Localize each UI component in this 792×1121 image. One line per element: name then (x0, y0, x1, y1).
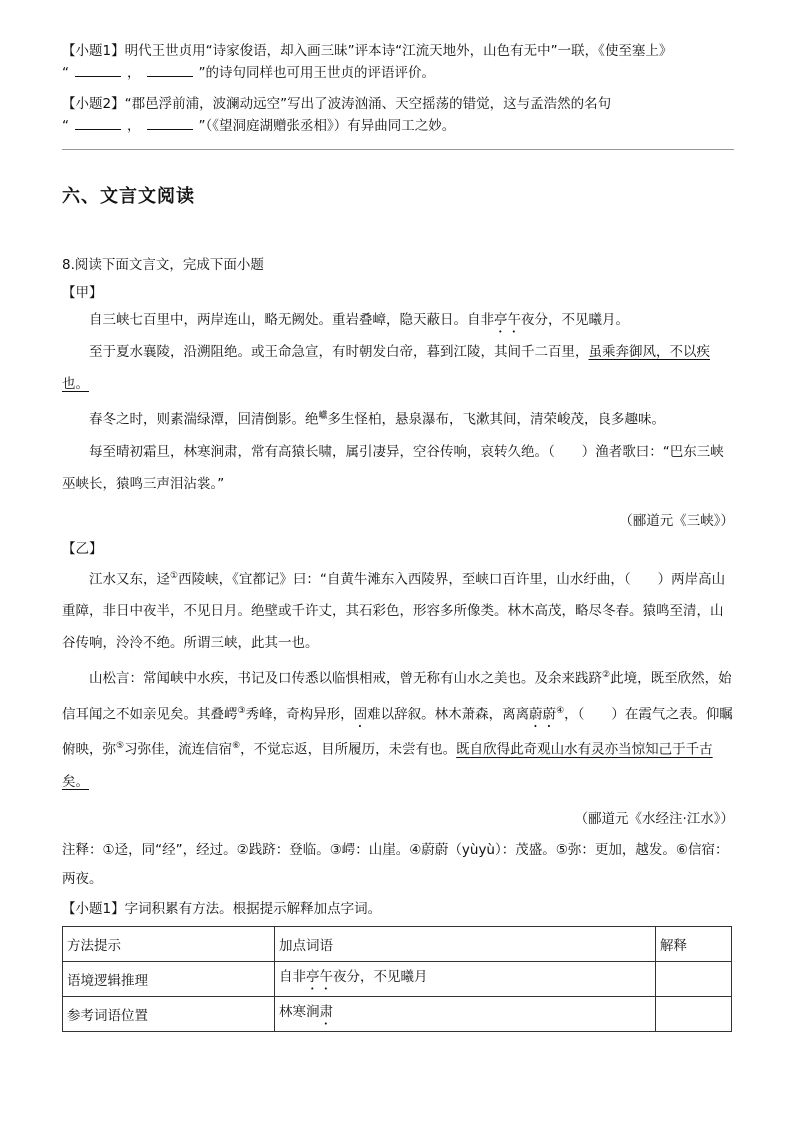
table-cell-answer[interactable] (656, 996, 732, 1031)
footnote-marker: ③ (237, 705, 246, 716)
section-divider (62, 149, 734, 150)
table-cell-method: 语境逻辑推理 (63, 961, 275, 996)
document-page (62, 40, 734, 1032)
question-tag: 【小题1】 (62, 43, 125, 59)
table-cell-answer[interactable] (656, 961, 732, 996)
underlined-sentence: 虽乘奔御风，不以疾也。 (62, 344, 710, 392)
passage-jia-p1: 自三峡七百里中，两岸连山，略无阙处。重岩叠嶂，隐天蔽日。自非亭午夜分，不见曦月。 (89, 312, 629, 328)
vocab-table (62, 926, 732, 1032)
question-tag: 【小题2】 (62, 96, 125, 112)
dotted-word: 肃 (319, 1003, 333, 1020)
table-cell-word: 林寒涧肃 (275, 996, 656, 1031)
table-cell-word: 自非亭午夜分，不见曦月 (275, 961, 656, 996)
dotted-word: 固 (353, 706, 368, 722)
passage-jia-source: （郦道元《三峡》） (619, 512, 734, 529)
dotted-word: 蔚蔚 (529, 706, 557, 722)
footnote-marker: ② (602, 670, 611, 680)
dotted-word: 亭午 (494, 312, 521, 328)
passage-jia-p2: 至于夏水襄陵，沿溯阻绝。或王命急宣，有时朝发白帝，暮到江陵，其间千二百里，虽乘奔御风，不以疾也。 (62, 344, 710, 392)
question-1: 【小题1】明代王世贞用“诗家俊语，却入画三昧”评本诗“江流天地外，山色有无中”一联，《使至塞上》 “ ， ”的诗句同样也可用王世贞的评语评价。 (62, 43, 673, 81)
section-title: 六、文言文阅读 (62, 186, 195, 207)
annotations: 注释：①迳，同“经”，经过。②践跻：登临。③崿：山崖。④蔚蔚（yùyù）：茂盛。⑤弥：更加，越发。⑥信宿：两夜。 (62, 841, 729, 887)
passage-yi-p1: 江水又东，迳①西陵峡，《宜都记》曰：“自黄牛滩东入西陵界，至峡口百许里，山水纡曲，（ ）两岸高山重障，非日中夜半，不见日月。绝壁或千许丈，其石彩色，形容多所像类。林木高茂，略尽冬春。猿鸣至清，山谷传响，泠泠不绝。所谓三峡，此其一也。 (62, 570, 726, 651)
table-header-cell: 加点词语 (275, 926, 656, 961)
answer-blank[interactable] (75, 62, 121, 77)
question-text: “郡邑浮前浦，波澜动远空”写出了波涛汹涌、天空摇荡的错觉，这与孟浩然的名句 (124, 96, 612, 112)
passage-jia-label: 【甲】 (62, 285, 103, 301)
passage-yi-source: （郦道元《水经注·江水》） (574, 810, 734, 827)
footnote-marker: ⑤ (116, 741, 125, 751)
underlined-sentence: 既自欣得此奇观山水有灵亦当惊知己于千古矣。 (62, 741, 713, 790)
table-cell-method: 参考词语位置 (63, 996, 275, 1031)
footnote-marker: ① (170, 570, 179, 581)
answer-blank[interactable] (147, 62, 193, 77)
passage-jia-p4: 每至晴初霜旦，林寒涧肃，常有高猿长啸，属引凄异，空谷传响，哀转久绝。（ ）渔者歌曰：“巴东三峡巫峡长，猿鸣三声泪沾裳。” (62, 443, 724, 492)
sub-question-1: 【小题1】字词积累有方法。根据提示解释加点字词。 (62, 900, 382, 917)
answer-blank[interactable] (147, 115, 193, 130)
table-row (63, 961, 732, 996)
passage-jia-p3: 春冬之时，则素湍绿潭，回清倒影。绝$^巘$多生怪柏，悬泉瀑布，飞漱其间，清荣峻茂，良多趣味。 (89, 411, 666, 428)
passage-yi-label: 【乙】 (62, 540, 103, 557)
answer-blank[interactable] (75, 115, 121, 130)
question-intro: 8.阅读下面文言文，完成下面小题 (62, 257, 264, 273)
table-header-cell: 方法提示 (63, 926, 275, 961)
table-header-cell: 解释 (656, 926, 732, 961)
dotted-word: 亭午 (306, 968, 333, 985)
table-row (63, 996, 732, 1031)
footnote-marker: ④ (556, 705, 565, 716)
footnote-marker: ⑥ (232, 741, 241, 751)
question-text: 明代王世贞用“诗家俊语，却入画三昧”评本诗“江流天地外，山色有无中”一联，《使至塞上》 (124, 43, 673, 59)
table-header-row (63, 926, 732, 961)
passage-yi-p2: 山松言：常闻峡中水疾，书记及口传悉以临惧相戒，曾无称有山水之美也。及余来践跻②此境，既至欣然，始信耳闻之不如亲见矣。其叠崿③秀峰，奇构异形，固难以辞叙。林木萧森，离离蔚蔚④，（ ）在霞气之表。仰瞩俯映，弥⑤习弥佳，流连信宿⑥，不觉忘返，目所履历，未尝有也。既自欣得此奇观山水有灵亦当惊知己于千古矣。 (62, 670, 733, 790)
question-2: 【小题2】“郡邑浮前浦，波澜动远空”写出了波涛汹涌、天空摇荡的错觉，这与孟浩然的名句 “ ， ”（《望洞庭湖赠张丞相》）有异曲同工之妙。 (62, 96, 612, 134)
